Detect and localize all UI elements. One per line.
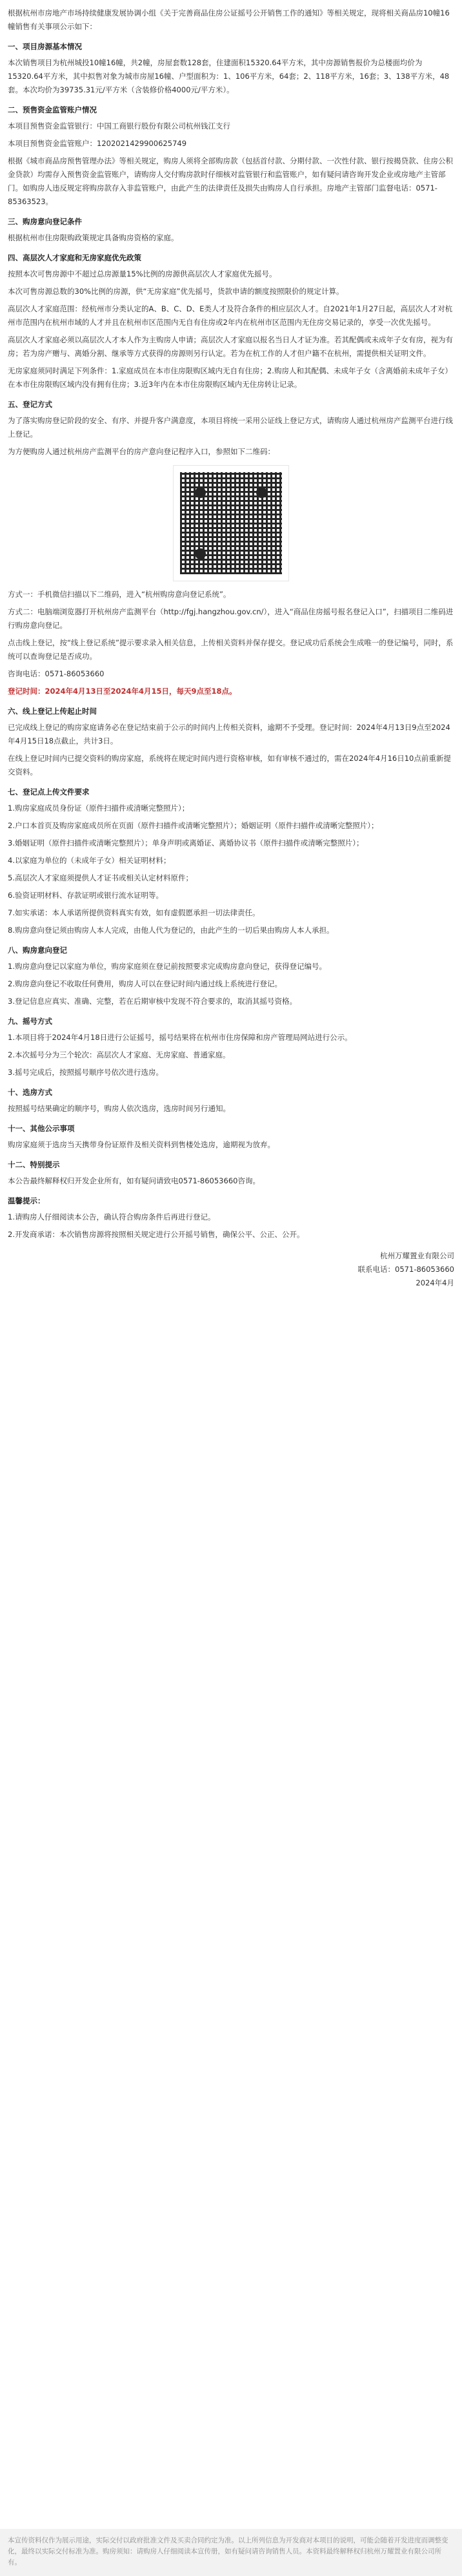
section-2-title: 二、预售资金监管账户情况 bbox=[8, 105, 97, 114]
section-5-title: 五、登记方式 bbox=[8, 400, 52, 409]
section-9-title: 九、摇号方式 bbox=[8, 1017, 52, 1026]
method-2-text: 方式二：电脑端浏览器打开杭州房产监测平台（http://fgj.hangzhou.gov.cn/），进入“商品住房摇号报名登记入口”，扫描项目二维码进行购房意向登记。 bbox=[8, 607, 454, 630]
section-10-title: 十、选房方式 bbox=[8, 1088, 52, 1097]
consult-phone: 咨询电话：0571-86053660 bbox=[8, 669, 105, 678]
doc-6: 6.验资证明材料、存款证明或银行流水证明等。 bbox=[8, 891, 163, 900]
section-7-title: 七、登记点上传文件要求 bbox=[8, 787, 90, 796]
doc-8: 8.购房意向登记须由购房人本人完成，由他人代为登记的，由此产生的一切后果由购房人本人承担。 bbox=[8, 926, 334, 935]
publish-date: 2024年4月 bbox=[416, 1278, 454, 1287]
bank-name: 本项目预售资金监管银行：中国工商银行股份有限公司杭州钱江支行 bbox=[8, 121, 230, 130]
doc-3: 3.婚姻证明（原件扫描件或清晰完整照片）；单身声明或离婚证、离婚协议书（原件扫描件或清晰完整照片）； bbox=[8, 838, 364, 847]
warm-tip-title: 温馨提示： bbox=[8, 1196, 45, 1205]
lottery-1: 1.本项目将于2024年4月18日进行公证摇号，摇号结果将在杭州市住房保障和房产管理局网站进行公示。 bbox=[8, 1033, 352, 1042]
section-6-title: 六、线上登记上传起止时间 bbox=[8, 707, 97, 716]
doc-2: 2.户口本首页及购房家庭成员所在页面（原件扫描件或清晰完整照片）；婚姻证明（原件扫描件或清晰完整照片）； bbox=[8, 821, 379, 830]
warm-tip-1: 1.请购房人仔细阅读本公告，确认符合购房条件后再进行登记。 bbox=[8, 1212, 216, 1221]
lottery-3: 3.摇号完成后，按照摇号顺序号依次进行选房。 bbox=[8, 1068, 163, 1077]
priority-ratio-text: 按照本次可售房源中不超过总房源量15%比例的房源供高层次人才家庭优先摇号。 bbox=[8, 269, 277, 278]
resubmit-text: 在线上登记时间内已提交资料的购房家庭，系统将在规定时间内进行资格审核，如有审核不通过的，需在2024年4月16日10点前重新提交资料。 bbox=[8, 754, 451, 776]
section-4-title: 四、高层次人才家庭和无房家庭优先政策 bbox=[8, 253, 141, 262]
company-phone: 联系电话：0571-86053660 bbox=[357, 1265, 454, 1274]
section-11-title: 十一、其他公示事项 bbox=[8, 1124, 75, 1133]
doc-5: 5.高层次人才家庭须提供人才证书或相关认定材料原件； bbox=[8, 873, 193, 882]
qr-code bbox=[173, 465, 289, 581]
registration-method-text: 为了落实购房登记阶段的安全、有序、并提升客户满意度，本项目将统一采用公证线上登记方式，请购房人通过杭州房产监测平台进行线上登记。 bbox=[8, 416, 453, 439]
signature-block bbox=[8, 1249, 454, 1290]
no-house-requirement-text: 无房家庭须同时满足下列条件：1.家庭成员在本市住房限购区域内无自有住房；2.购房人和其配偶、未成年子女（含离婚前未成年子女）在本市住房限购区域内没有拥有住房；3.近3年内在本市住房限购区域内无住房转让记录。 bbox=[8, 366, 452, 389]
intro-text: 根据杭州市房地产市场持续健康发展协调小组《关于完善商品住房公证摇号公开销售工作的通知》等相关规定，现将相关商品房10幢16幢销售有关事项公示如下： bbox=[8, 8, 450, 31]
qr-code-wrapper bbox=[8, 465, 454, 581]
bank-account: 本项目预售资金监管账户：1202021429900625749 bbox=[8, 139, 187, 148]
footer-disclaimer bbox=[0, 2529, 462, 2576]
section-1-title: 一、项目房源基本情况 bbox=[8, 42, 82, 51]
section-8-title: 八、购房意向登记 bbox=[8, 946, 67, 955]
footer-text: 本宣传资料仅作为展示用途，实际交付以政府批准文件及买卖合同约定为准。以上所列信息为开发商对本项目的说明，可能会随着开发进度而调整变化，最终以实际交付标准为准。购房须知：请购房人仔细阅读本宣传册，如有疑问请咨询销售人员。本资料最终解释权归杭州万耀置业有限公司所有。 bbox=[8, 2537, 448, 2566]
no-house-ratio-text: 本次可售房源总数的30%比例的房源，供“无房家庭”优先摇号，货款申请的额度按照限价的规定计算。 bbox=[8, 287, 344, 296]
doc-1: 1.购房家庭成员身份证（原件扫描件或清晰完整照片）； bbox=[8, 804, 190, 813]
talent-range-text: 高层次人才家庭范围：经杭州市分类认定的A、B、C、D、E类人才及符合条件的相应层次人才。自2021年1月27日起，高层次人才对杭州市范围内在杭州市域的人才并且在杭州市区范围内无自有住房或2年内在杭州市区范围内无住房交易记录的，享受一次优先摇号。 bbox=[8, 304, 453, 327]
talent-requirement-text: 高层次人才家庭必须以高层次人才本人作为主购房人申请；高层次人才家庭以报名当日人才证为准。若其配偶或未成年子女有房，视为有房；若为房产赠与、离婚分割、继承等方式获得的房源则另行认定。若为在杭工作的人才但户籍不在杭州，需提供相关证明文件。 bbox=[8, 335, 453, 358]
supervision-text: 根据《城市商品房预售管理办法》等相关规定，购房人须将全部购房款（包括首付款、分期付款、一次性付款、银行按揭贷款、住房公积金贷款）均需存入预售资金监管账户，请购房人交付购房款时仔细核对监管银行和监管账户，如有疑问请咨询开发企业或房地产主管部门。如购房人违反规定将购房款存入非监管账户，由此产生的法律责任及损失由购房人自行承担。房地产主管部门监督电话：0571-85363523。 bbox=[8, 156, 453, 206]
registration-time: 登记时间：2024年4月13日至2024年4月15日，每天9点至18点。 bbox=[8, 687, 237, 696]
lottery-2: 2.本次摇号分为三个轮次：高层次人才家庭、无房家庭、普通家庭。 bbox=[8, 1050, 230, 1059]
section-1-text: 本次销售项目为杭州城投10幢16幢，共2幢，房屋套数128套，住建面积15320.64平方米，其中房源销售报价为总楼面均价为15320.64平方米，其中拟售对象为城市房屋16幢、户型面积为：1、106平方米，64套；2、118平方米，16套；3、138平方米，48套。本次均价为39735.31元/平方米（含装修价格4000元/平方米）。 bbox=[8, 58, 450, 94]
company-name: 杭州万耀置业有限公司 bbox=[380, 1251, 454, 1260]
intent-3: 3.登记信息应真实、准确、完整，若在后期审核中发现不符合要求的，取消其摇号资格。 bbox=[8, 997, 297, 1006]
intent-1: 1.购房意向登记以家庭为单位，购房家庭须在登记前按照要求完成购房意向登记，获得登记编号。 bbox=[8, 962, 326, 971]
doc-4: 4.以家庭为单位的（未成年子女）相关证明材料； bbox=[8, 856, 171, 865]
special-note-text: 本公告最终解释权归开发企业所有，如有疑问请致电0571-86053660咨询。 bbox=[8, 1176, 260, 1185]
other-text: 购房家庭须于选房当天携带身份证原件及相关资料到售楼处选房，逾期视为放弃。 bbox=[8, 1140, 275, 1149]
selection-text: 按照摇号结果确定的顺序号，购房人依次选房，选房时间另行通知。 bbox=[8, 1104, 230, 1113]
registration-entry-text: 为方便购房人通过杭州房产监测平台的房产意向登记程序入口，参照如下二维码： bbox=[8, 447, 275, 456]
warm-tip-2: 2.开发商承诺：本次销售房源将按照相关规定进行公开摇号销售，确保公平、公正、公开。 bbox=[8, 1230, 305, 1239]
section-12-title: 十二、特别提示 bbox=[8, 1160, 60, 1169]
intent-2: 2.购房意向登记不收取任何费用，购房人可以在登记时间内通过线上系统进行登记。 bbox=[8, 979, 282, 988]
upload-time-text: 已完成线上登记的购房家庭请务必在登记结束前于公示的时间内上传相关资料，逾期不予受理。登记时间：2024年4月13日9点至2024年4月15日18点截止，共计3日。 bbox=[8, 723, 450, 745]
upload-instruction-text: 点击线上登记，按“线上登记系统”提示要求录入相关信息，上传相关资料并保存提交。登记成功后系统会生成唯一的登记编号，同时，系统可以查询登记是否成功。 bbox=[8, 638, 454, 661]
method-1-text: 方式一：手机微信扫描以下二维码，进入“杭州购房意向登记系统”。 bbox=[8, 590, 231, 599]
qr-code-pattern bbox=[180, 472, 282, 574]
section-3-title: 三、购房意向登记条件 bbox=[8, 217, 82, 226]
eligibility-text: 根据杭州市住房限购政策规定具备购房资格的家庭。 bbox=[8, 233, 179, 242]
doc-7: 7.如实承诺：本人承诺所提供资料真实有效，如有虚假愿承担一切法律责任。 bbox=[8, 908, 260, 917]
